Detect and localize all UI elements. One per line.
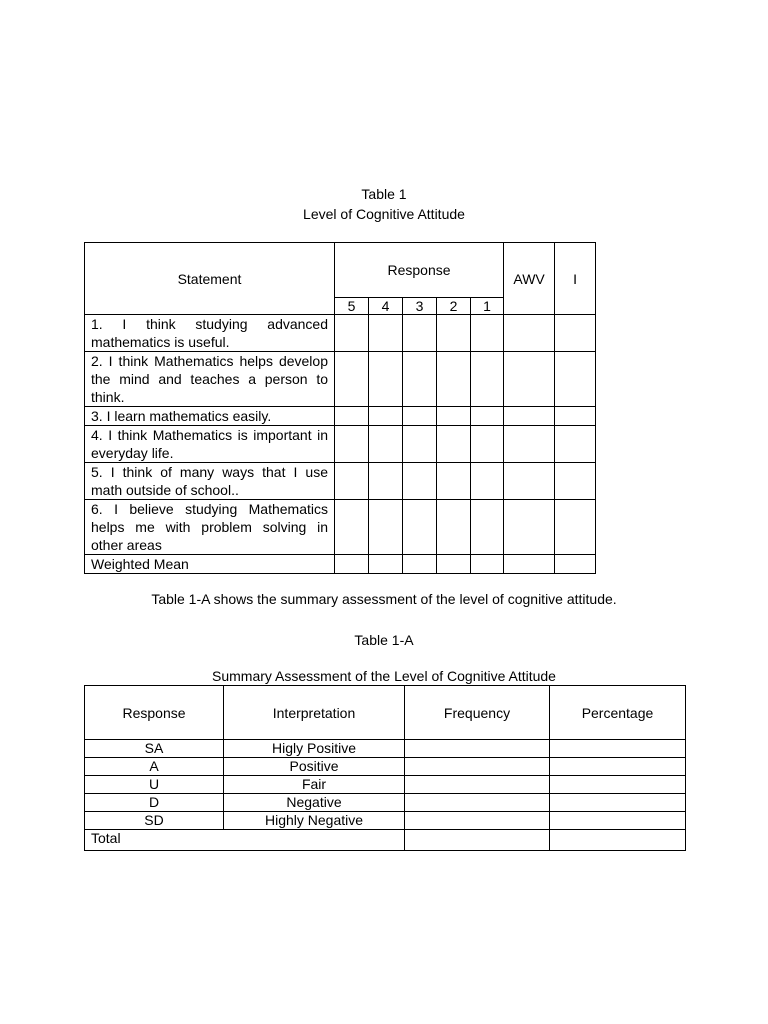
response-code: U <box>85 776 224 794</box>
interpretation: Higly Positive <box>224 740 405 758</box>
total-label: Total <box>85 830 405 851</box>
percentage-col-header: Percentage <box>550 686 686 740</box>
response-code: D <box>85 794 224 812</box>
table1-label: Table 1 <box>361 186 407 202</box>
scale-5-header: 5 <box>335 298 369 315</box>
interpretation: Negative <box>224 794 405 812</box>
statement-text: 3. I learn mathematics easily. <box>85 407 335 426</box>
scale-1-header: 1 <box>471 298 504 315</box>
interpretation-col-header: Interpretation <box>224 686 405 740</box>
cognitive-attitude-table <box>84 242 596 574</box>
i-header: I <box>555 243 596 315</box>
summary-row-a <box>85 758 686 776</box>
table1a-title: Summary Assessment of the Level of Cognitive Attitude <box>212 668 556 684</box>
response-col-header: Response <box>85 686 224 740</box>
response-code: SA <box>85 740 224 758</box>
scale-2-header: 2 <box>437 298 471 315</box>
summary-row-d <box>85 794 686 812</box>
total-row <box>85 830 686 851</box>
response-code: SD <box>85 812 224 830</box>
frequency-col-header: Frequency <box>405 686 550 740</box>
interpretation: Fair <box>224 776 405 794</box>
scale-3-header: 3 <box>403 298 437 315</box>
statement-text: 5. I think of many ways that I use math outside of school.. <box>85 463 335 500</box>
statement-text: 1. I think studying advanced mathematics is useful. <box>85 315 335 352</box>
statement-text: 2. I think Mathematics helps develop the mind and teaches a person to think. <box>85 352 335 407</box>
interpretation: Highly Negative <box>224 812 405 830</box>
scale-4-header: 4 <box>369 298 403 315</box>
weighted-mean-row <box>85 555 596 574</box>
table1-title: Level of Cognitive Attitude <box>303 206 465 222</box>
interpretation: Positive <box>224 758 405 776</box>
summary-row-sa <box>85 740 686 758</box>
table1a-label: Table 1-A <box>354 632 414 648</box>
response-header: Response <box>335 243 504 298</box>
statement-header: Statement <box>85 243 335 315</box>
summary-row-u <box>85 776 686 794</box>
statement-row-5 <box>85 463 596 500</box>
statement-row-3 <box>85 407 596 426</box>
statement-row-2 <box>85 352 596 407</box>
statement-text: 6. I believe studying Mathematics helps me with problem solving in other areas <box>85 500 335 555</box>
response-code: A <box>85 758 224 776</box>
summary-paragraph: Table 1-A shows the summary assessment of the level of cognitive attitude. <box>151 591 617 607</box>
awv-header: AWV <box>504 243 555 315</box>
weighted-mean-label: Weighted Mean <box>85 555 335 574</box>
statement-row-6 <box>85 500 596 555</box>
statement-text: 4. I think Mathematics is important in everyday life. <box>85 426 335 463</box>
statement-row-1 <box>85 315 596 352</box>
summary-row-sd <box>85 812 686 830</box>
summary-assessment-table <box>84 685 686 851</box>
statement-row-4 <box>85 426 596 463</box>
